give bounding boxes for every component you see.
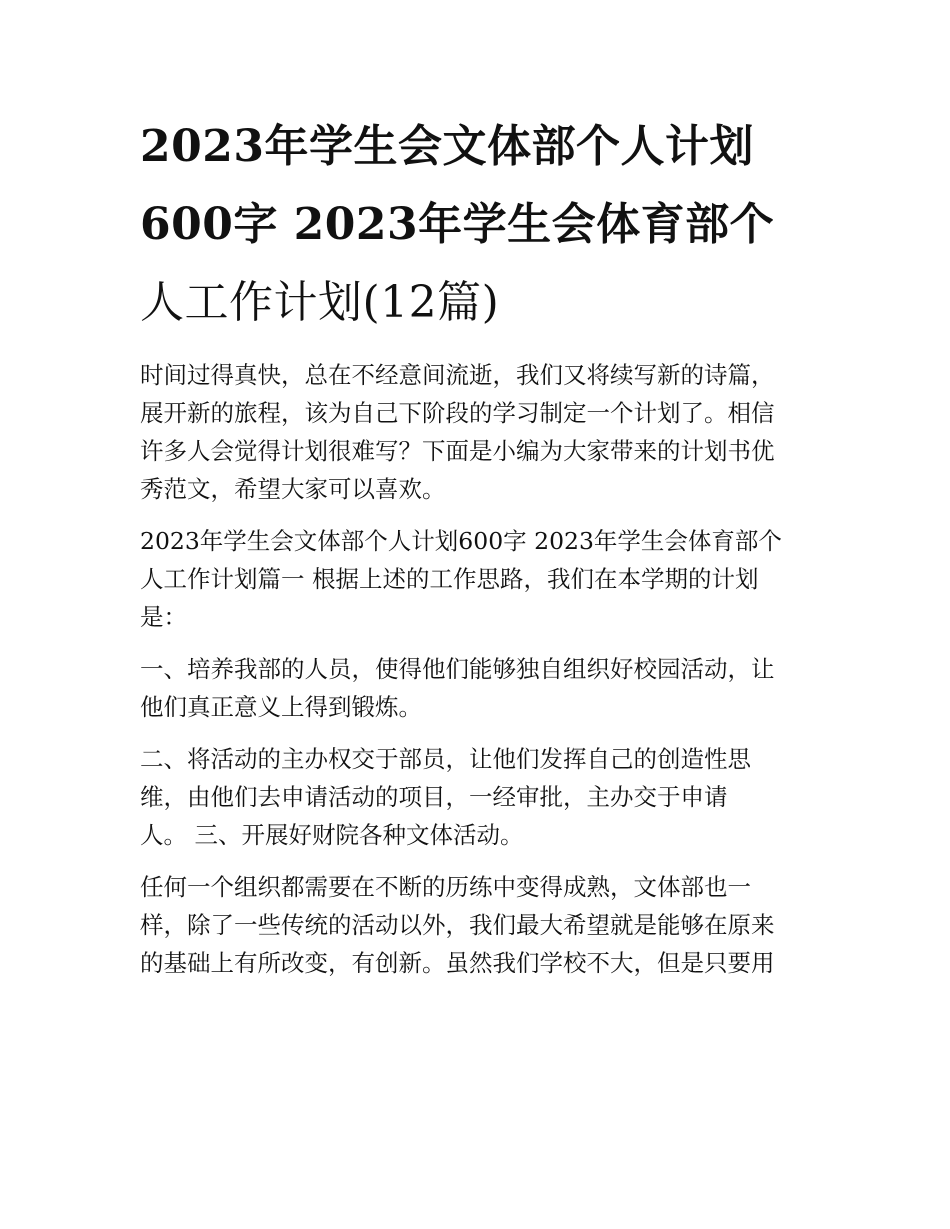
text-line: 的基础上有所改变，有创新。虽然我们学校不大，但是只要用 bbox=[140, 949, 775, 977]
text-line: 一、培养我部的人员，使得他们能够独自组织好校园活动，让 bbox=[140, 655, 775, 683]
paragraph-intro bbox=[140, 356, 812, 508]
document-title bbox=[140, 108, 812, 342]
paragraph-item-1 bbox=[140, 650, 812, 726]
title-line: 人工作计划(12篇) bbox=[140, 277, 500, 328]
text-line: 展开新的旅程，该为自己下阶段的学习制定一个计划了。相信 bbox=[140, 399, 775, 427]
text-line: 是： bbox=[140, 603, 187, 631]
text-line: 任何一个组织都需要在不断的历练中变得成熟，文体部也一 bbox=[140, 873, 751, 901]
text-line: 人。 三、开展好财院各种文体活动。 bbox=[140, 821, 524, 849]
text-line: 二、将活动的主办权交于部员，让他们发挥自己的创造性思 bbox=[140, 745, 751, 773]
paragraph-item-2 bbox=[140, 740, 812, 854]
text-line: 2023年学生会文体部个人计划600字 2023年学生会体育部个 bbox=[140, 527, 782, 555]
paragraph-plan-heading bbox=[140, 522, 812, 636]
text-line: 维，由他们去申请活动的项目，一经审批，主办交于申请 bbox=[140, 783, 728, 811]
text-line: 人工作计划篇一 根据上述的工作思路，我们在本学期的计划 bbox=[140, 565, 759, 593]
text-line: 样，除了一些传统的活动以外，我们最大希望就是能够在原来 bbox=[140, 911, 775, 939]
title-line: 2023年学生会文体部个人计划 bbox=[140, 121, 754, 172]
text-line: 他们真正意义上得到锻炼。 bbox=[140, 693, 422, 721]
document-page bbox=[140, 108, 812, 982]
paragraph-closing bbox=[140, 868, 812, 982]
text-line: 许多人会觉得计划很难写？下面是小编为大家带来的计划书优 bbox=[140, 437, 775, 465]
text-line: 时间过得真快，总在不经意间流逝，我们又将续写新的诗篇， bbox=[140, 361, 775, 389]
text-line: 秀范文，希望大家可以喜欢。 bbox=[140, 475, 446, 503]
document-body bbox=[140, 356, 812, 982]
title-line: 600字 2023年学生会体育部个 bbox=[140, 199, 775, 250]
